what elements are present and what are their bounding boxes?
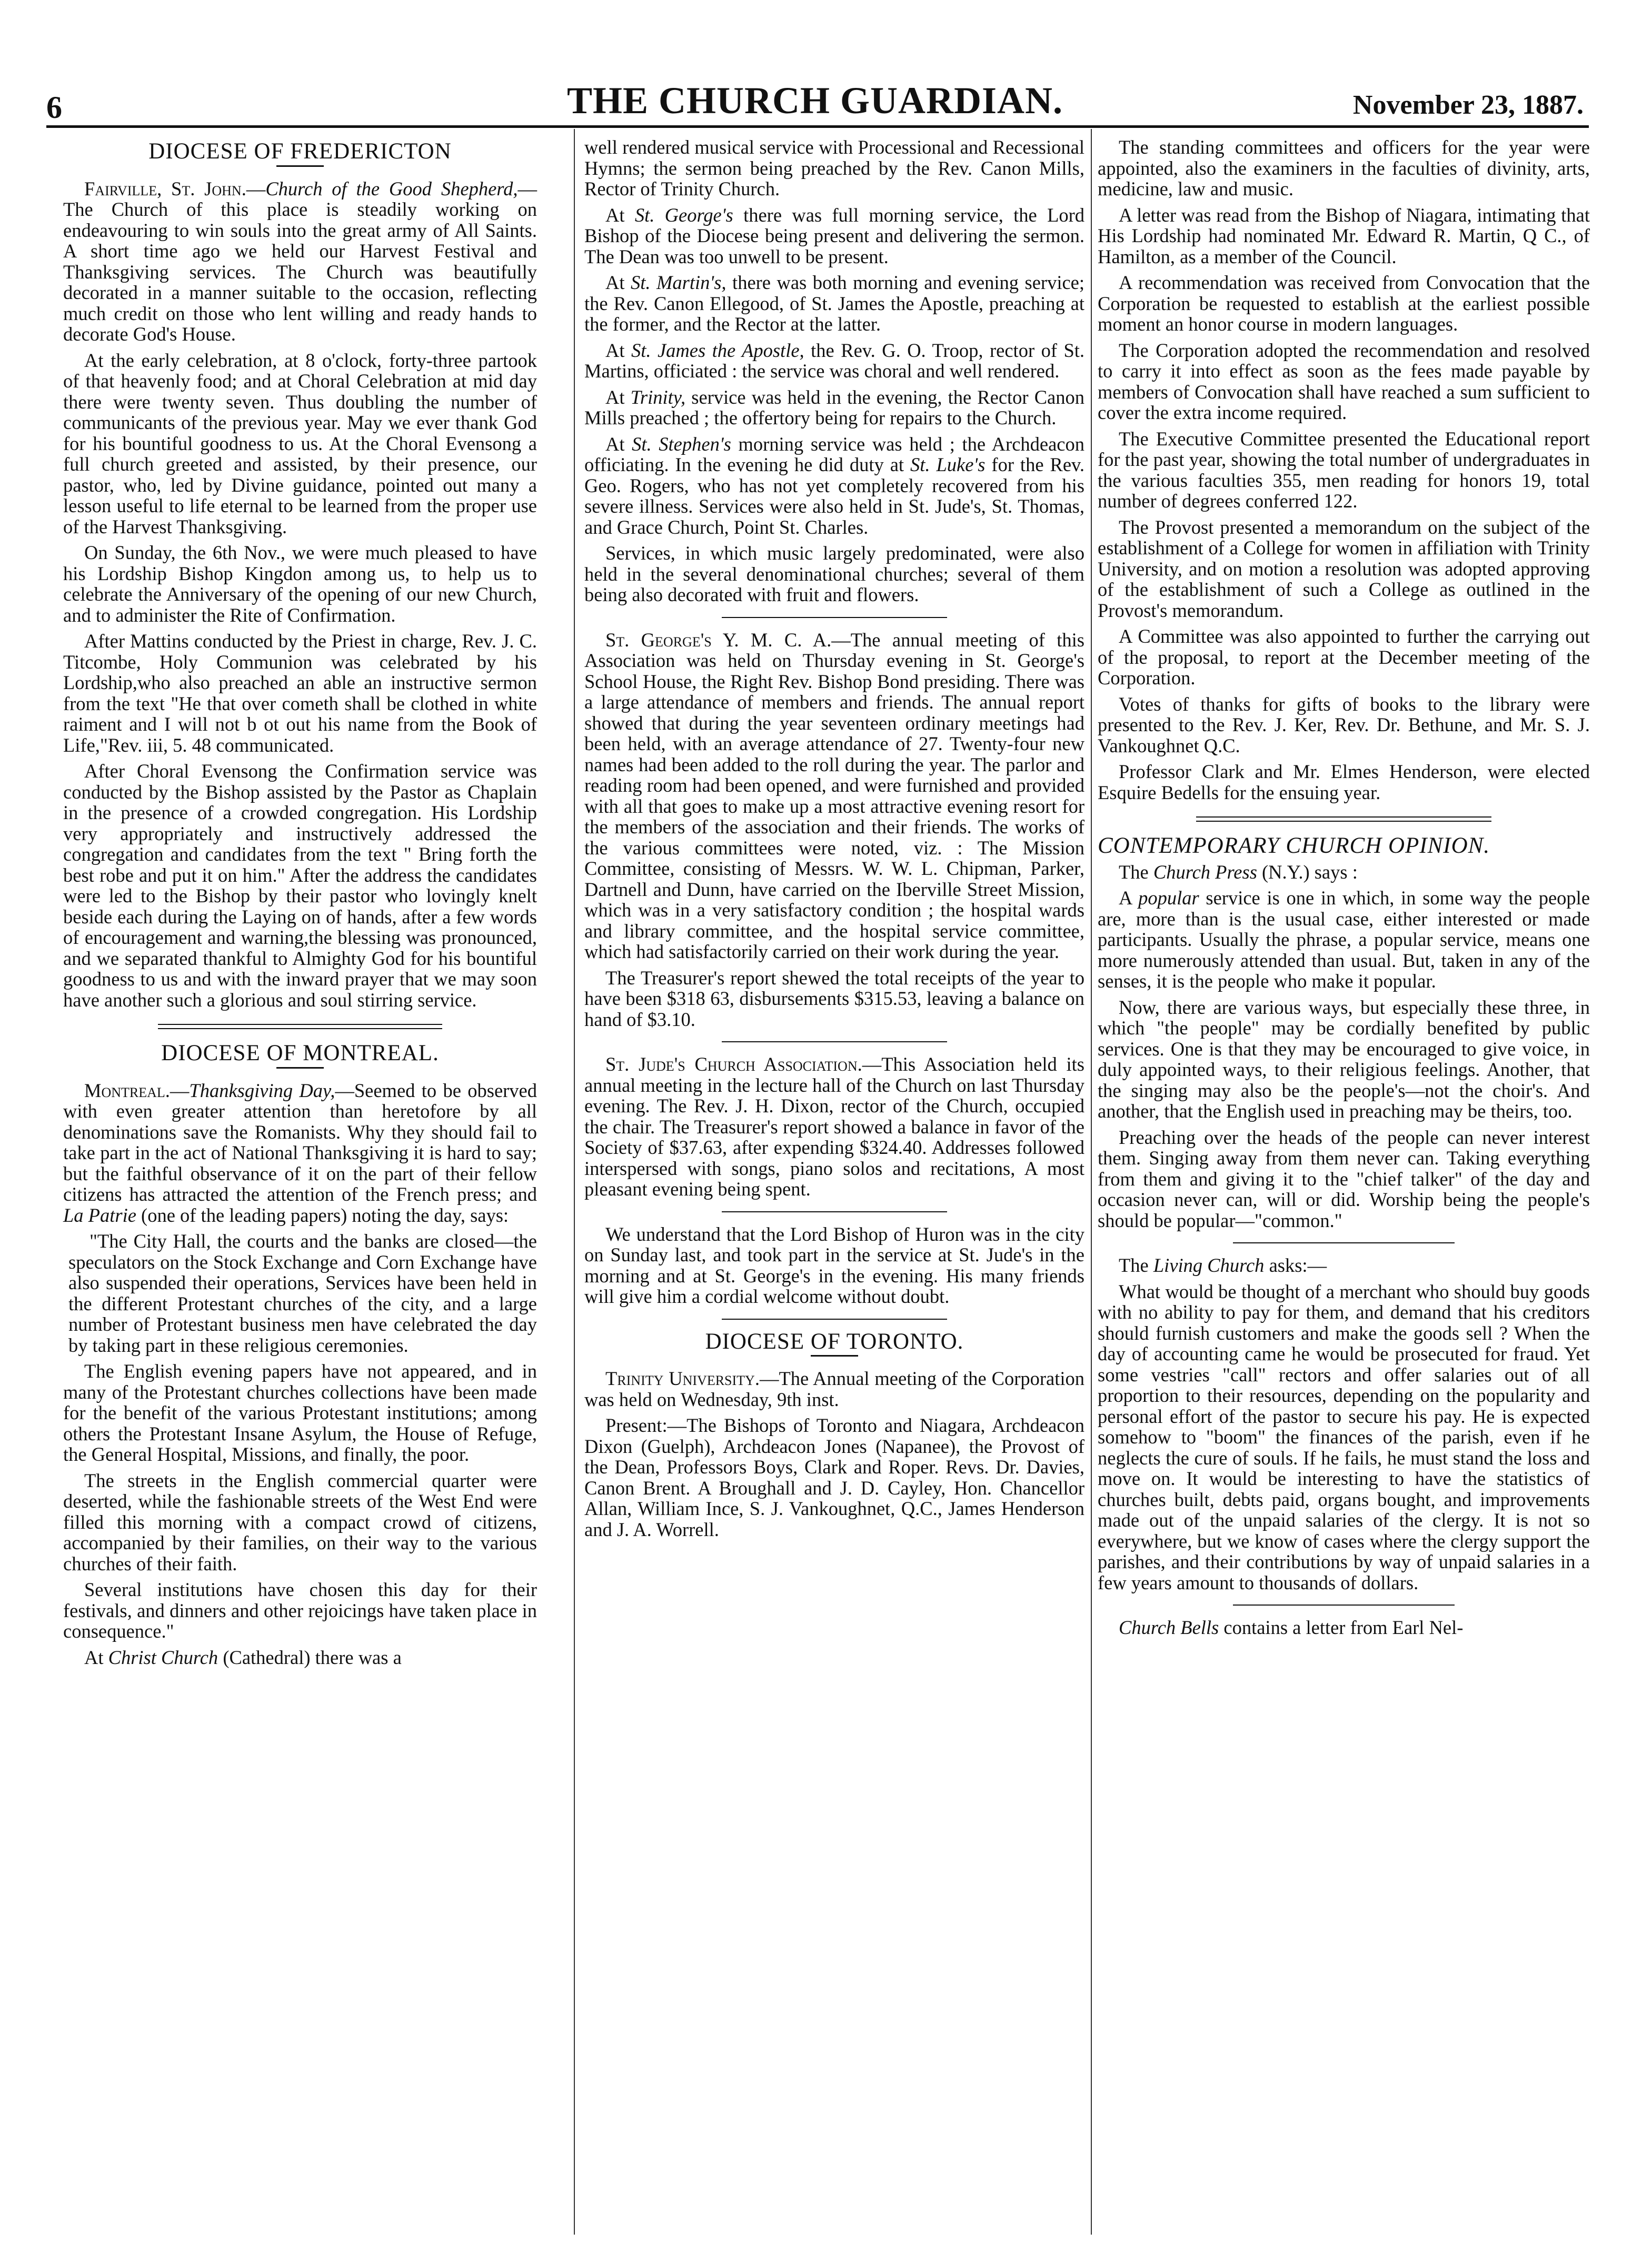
masthead	[46, 79, 1584, 125]
paragraph: At St. Martin's, there was both morning and evening service; the Rev. Canon Ellegood, of St. James the Apostle, preaching at the former, and the Rector at the latter.	[584, 272, 1085, 335]
section-divider	[1233, 1242, 1455, 1243]
masthead-rule	[46, 125, 1589, 128]
paragraph: Fairville, St. John.—Church of the Good Shepherd,—The Church of this place is steadily working on endeavouring to win souls into the great army of All Saints. A short time ago we held our Harvest Festival and Thanksgiving services. The Church was beautifully decorated in a manner suitable to the occasion, reflecting much credit on those who lent willing and ready hands to decorate God's House.	[63, 177, 537, 345]
heading-rule	[276, 1067, 324, 1069]
paragraph: On Sunday, the 6th Nov., we were much pleased to have his Lordship Bishop Kingdon among us, to help us to celebrate the Anniversary of the opening of our new Church, and to administer the Rite of Confirmation.	[63, 542, 537, 626]
paragraph: Votes of thanks for gifts of books to the library were presented to the Rev. J. Ker, Rev. Dr. Bethune, and Mr. S. J. Vankoughnet Q.C.	[1098, 693, 1590, 756]
paragraph: The Living Church asks:—	[1119, 1254, 1327, 1276]
paragraph: well rendered musical service with Processional and Recessional Hymns; the sermon being preached by the Rev. Canon Mills, Rector of Trinity Church.	[584, 136, 1084, 200]
paragraph: The English evening papers have not appeared, and in many of the Protestant churches collections have been made for the benefit of the various Protestant institutions; among others the Protestant Insane Asylum, the House of Refuge, the General Hospital, Missions, and finally, the poor.	[63, 1360, 537, 1465]
paragraph: At St. Stephen's morning service was held ; the Archdeacon officiating. In the evening he did duty at St. Luke's for the Rev. Geo. Rogers, who has not yet completely recovered from his severe illness. Services were also held in St. Jude's, St. Thomas, and Grace Church, Point St. Charles.	[584, 433, 1085, 538]
paragraph: A letter was read from the Bishop of Niagara, intimating that His Lordship had nominated Mr. Edward R. Martin, Q C., of Hamilton, as a member of the Council.	[1098, 204, 1590, 267]
paragraph: Church Bells contains a letter from Earl Nel-	[1119, 1617, 1464, 1638]
paragraph: At Christ Church (Cathedral) there was a	[84, 1646, 402, 1668]
section-divider	[1196, 816, 1491, 822]
paragraph: A popular service is one in which, in some way the people are, more than is the usual case, either interested or made participants. Usually the phrase, a popular service, means one more numerously attended than usual. But, taken in any of the senses, it is the people who make it popular.	[1098, 887, 1590, 992]
issue-date: November 23, 1887.	[1352, 90, 1584, 120]
paragraph: The Executive Committee presented the Educational report for the past year, showing the total number of undergraduates in the various faculties 355, men reading for honors 19, total number of degrees conferred 122.	[1098, 427, 1590, 512]
paragraph: St. George's Y. M. C. A.—The annual meeting of this Association was held on Thursday evening in St. George's School House, the Right Rev. Bishop Bond presiding. There was a large attendance of members and friends. The annual report showed that during the year seventeen ordinary meetings had been held, with an average attendance of 27. Twenty-four new names had been added to the roll during the year. The parlor and reading room had been opened, and were furnished and provided with all that goes to make up a most attractive evening resort for the members of the association and their friends. The works of the various committees were noted, viz. : The Mission Committee, consisting of Messrs. W. W. L. Chipman, Parker, Dartnell and Dunn, have carried on the Iberville Street Mission, which was in a very satisfactory condition ; the hospital wards and library committee, and the hospital service committee, which had satisfactorily carried on their work during the year.	[584, 629, 1084, 962]
paragraph: Trinity University.—The Annual meeting of the Corporation was held on Wednesday, 9th inst.	[584, 1368, 1084, 1410]
section-divider	[722, 1041, 947, 1042]
paragraph: Several institutions have chosen this day for their festivals, and dinners and other rejoicings have taken place in consequence."	[63, 1579, 537, 1642]
page-number: 6	[46, 90, 62, 125]
paragraph: After Choral Evensong the Confirmation service was conducted by the Bishop assisted by the Pastor as Chaplain in the presence of a crowded congregation. His Lordship very appropriately and instructively addressed the congregation and candidates from the text " Bring forth the best robe and put it on him." After the address the candidates were led to the Bishop by their pastor who lovingly knelt beside each during the Laying on of hands, after a few words of encouragement and warning,the blessing was pronounced, and we separated thankful to Almighty God for his bountiful goodness to us and with the inward prayer that we may soon have another such a glorious and soul stirring service.	[63, 760, 537, 1011]
newspaper-title: THE CHURCH GUARDIAN.	[566, 79, 1063, 122]
paragraph: At the early celebration, at 8 o'clock, forty-three partook of that heavenly food; and at Choral Celebration at mid day there were twenty seven. Thus doubling the number of communicants of the previous year. May we ever thank God for his bountiful goodness to us. At the Choral Evensong a full church greeted and assisted, by their presence, our pastor, who, led by Divine guidance, pointed out many a lesson useful to life eternal to be learned from the proper use of the Harvest Thanksgiving.	[63, 349, 537, 537]
paragraph: A Committee was also appointed to further the carrying out of the proposal, to report at the December meeting of the Corporation.	[1098, 625, 1590, 689]
paragraph: Services, in which music largely predominated, were also held in the several denominational churches; several of them being also decorated with fruit and flowers.	[584, 542, 1084, 605]
section-divider	[722, 617, 947, 618]
paragraph: Professor Clark and Mr. Elmes Henderson, were elected Esquire Bedells for the ensuing year.	[1098, 761, 1590, 803]
paragraph: At St. James the Apostle, the Rev. G. O. Troop, rector of St. Martins, officiated : the service was choral and well rendered.	[584, 339, 1085, 382]
column-1	[63, 137, 537, 1673]
paragraph: Preaching over the heads of the people can never interest them. Singing away from them never can. Taking everything from them and giving it to the "chief talker" of the day and occasion never can, will or did. Worship being the people's should be popular—"common."	[1098, 1126, 1590, 1231]
paragraph: The Provost presented a memorandum on the subject of the establishment of a College for women in affiliation with Trinity University, and on motion a resolution was adopted approving of the establishment of such a College as outlined in the Provost's memorandum.	[1098, 516, 1590, 621]
section-divider	[1233, 1605, 1455, 1606]
section-heading: DIOCESE OF MONTREAL.	[161, 1041, 439, 1065]
heading-rule	[811, 1355, 858, 1357]
column-divider-2	[1091, 129, 1092, 2235]
paragraph: The streets in the English commercial quarter were deserted, while the fashionable streets of the West End were filled this morning with a compact crowd of citizens, accompanied by their families, on their way to the various churches of their faith.	[63, 1469, 537, 1575]
section-divider	[722, 1319, 947, 1320]
heading-rule	[276, 165, 324, 167]
paragraph: "The City Hall, the courts and the banks are closed—the speculators on the Stock Exchange and Corn Exchange have also suspended their operations, Services have been held in the different Protestant churches of the city, and a large number of Protestant business men have celebrated the day by taking part in these religious ceremonies.	[68, 1230, 537, 1356]
paragraph: A recommendation was received from Convocation that the Corporation be requested to establish at the earliest possible moment an honor course in modern languages.	[1098, 272, 1590, 335]
section-heading: CONTEMPORARY CHURCH OPINION.	[1098, 833, 1490, 858]
column-2	[584, 137, 1084, 1545]
column-3	[1098, 137, 1590, 1643]
paragraph: The Church Press (N.Y.) says :	[1119, 861, 1358, 883]
paragraph: The standing committees and officers for the year were appointed, also the examiners in the faculties of divinity, arts, medicine, law and music.	[1098, 136, 1590, 200]
section-heading: DIOCESE OF FREDERICTON	[148, 139, 452, 164]
paragraph: Present:—The Bishops of Toronto and Niagara, Archdeacon Dixon (Guelph), Archdeacon Jones (Napanee), the Provost of the Dean, Professors Boys, Clark and Roper. Revs. Dr. Davies, Canon Brent. A Broughall and J. D. Cayley, Hon. Chancellor Allan, William Ince, S. J. Vankoughnet, Q.C., James Henderson and J. A. Worrell.	[584, 1414, 1084, 1540]
paragraph: We understand that the Lord Bishop of Huron was in the city on Sunday last, and took part in the service at St. Jude's in the morning and at St. George's in the evening. His many friends will give him a cordial welcome without doubt.	[584, 1223, 1084, 1307]
paragraph: What would be thought of a merchant who should buy goods with no ability to pay for them, and demand that his creditors should furnish customers and make the goods sell ? When the day of accounting came he would be prosecuted for fraud. Yet some vestries "call" rectors and offer salaries out of all proportion to their resources, depending on the popularity and personal effort of the pastor to secure his pay. He is expected somehow to "boom" the finances of the parish, even if he neglects the cure of souls. If he fails, he must stand the loss and move on. It would be interesting to have the statistics of churches built, debts paid, organs bought, and improvements made out of the unpaid salaries of the clergy. It is not so everywhere, but we know of cases where the clergy support the parishes, and their contributions by way of unpaid salaries in a few years amount to thousands of dollars.	[1098, 1280, 1590, 1593]
section-divider	[158, 1024, 442, 1029]
paragraph: At St. George's there was full morning service, the Lord Bishop of the Diocese being present and delivering the sermon. The Dean was too unwell to be present.	[584, 204, 1085, 267]
paragraph: The Treasurer's report shewed the total receipts of the year to have been $318 63, disbursements $315.53, leaving a balance on hand of $3.10.	[584, 966, 1084, 1030]
section-divider	[722, 1211, 947, 1212]
column-divider-1	[574, 129, 575, 2235]
paragraph: At Trinity, service was held in the evening, the Rector Canon Mills preached ; the offertory being for repairs to the Church.	[584, 386, 1084, 429]
paragraph: After Mattins conducted by the Priest in charge, Rev. J. C. Titcombe, Holy Communion was celebrated by his Lordship,who also preached an able an instructive sermon from the text "He that over cometh shall be clothed in white raiment and I will not b ot out his name from the Book of Life,"Rev. iii, 5. 48 communicated.	[63, 630, 537, 756]
paragraph: St. Jude's Church Association.—This Association held its annual meeting in the lecture hall of the Church on last Thursday evening. The Rev. J. H. Dixon, rector of the Church, occupied the chair. The Treasurer's report showed a balance in favor of the Society of $37.63, after expending $324.40. Addresses followed interspersed with songs, piano solos and recitations, A most pleasant evening being spent.	[584, 1053, 1085, 1200]
paragraph: The Corporation adopted the recommendation and resolved to carry it into effect as soon as the fees made payable by members of Convocation shall have reached a sum sufficient to cover the extra income required.	[1098, 339, 1590, 423]
section-heading: DIOCESE OF TORONTO.	[705, 1329, 964, 1354]
paragraph: Montreal.—Thanksgiving Day,—Seemed to be observed with even greater attention than heretofore by all denominations save the Romanists. Why they should fail to take part in the act of National Thanksgiving it is hard to say; but the faithful observance of it on the part of their fellow citizens has attracted the attention of the French press; and La Patrie (one of the leading papers) noting the day, says:	[63, 1079, 537, 1226]
paragraph: Now, there are various ways, but especially these three, in which "the people" may be cordially benefited by public services. One is that they may be encouraged to give voice, in duly appointed ways, to their religious feelings. Another, that the singing may also be the people's—not the choir's. And another, that the English used in preaching may be theirs, too.	[1098, 996, 1590, 1122]
